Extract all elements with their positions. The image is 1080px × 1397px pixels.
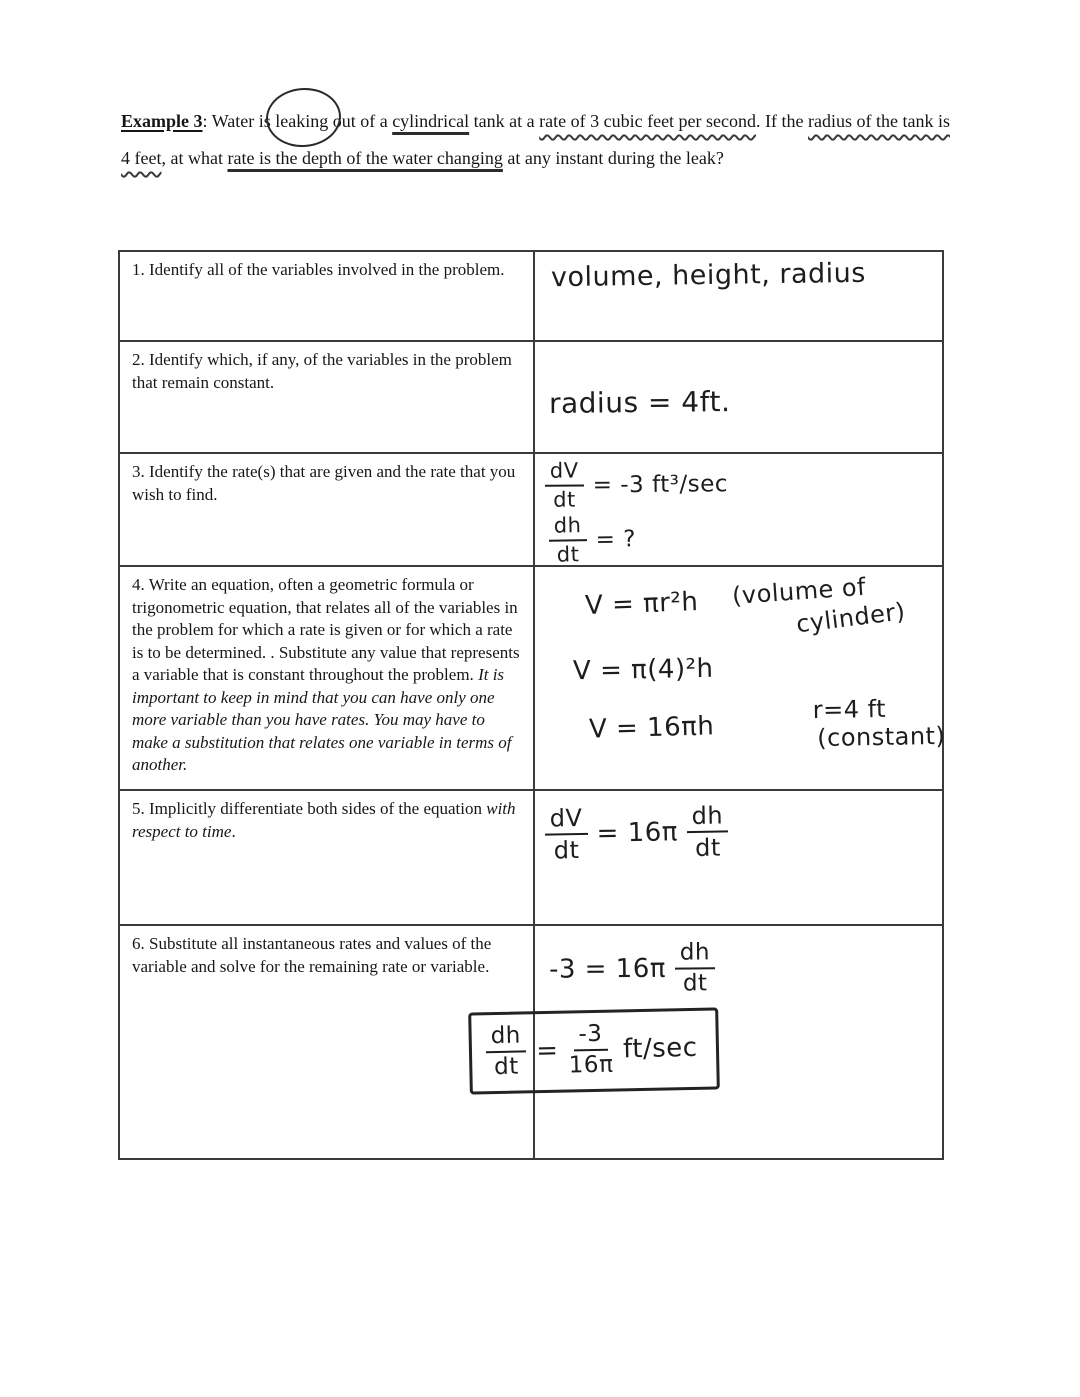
fraction-dh-dt: $\frac{dh}{dt}$ xyxy=(549,515,588,566)
problem-text: tank at a xyxy=(469,111,540,131)
handwritten-answer: radius = 4ft. xyxy=(548,385,731,420)
table-row xyxy=(120,252,942,340)
handwritten-equation xyxy=(545,459,728,511)
prompt-cell xyxy=(120,454,535,565)
fraction-neg3-16pi: $\frac{-3}{16\pi}$ xyxy=(568,1020,614,1079)
prompt-text: 5. Implicitly differentiate both sides of the equation xyxy=(132,799,487,818)
table-row xyxy=(120,452,942,565)
answer-cell xyxy=(535,454,942,565)
problem-statement xyxy=(121,103,957,177)
problem-text: out of a xyxy=(328,111,393,131)
prompt-text: 3. Identify the rate(s) that are given and the rate that you wish to find. xyxy=(132,462,516,504)
problem-text: , at what xyxy=(161,148,228,168)
note-text: cylinder) xyxy=(794,597,907,639)
prompt-text-suffix: . xyxy=(231,821,236,841)
circled-word-text: leaking xyxy=(275,111,329,131)
handwritten-note xyxy=(813,694,946,752)
answer-cell xyxy=(535,252,942,340)
table-row xyxy=(120,789,942,924)
handwritten-equation: V = π(4)²h xyxy=(572,653,714,687)
underlined-phrase: rate is the depth of the water changing xyxy=(227,148,503,168)
table-row xyxy=(120,565,946,789)
fraction-dh-dt: $\frac{dh}{dt}$ xyxy=(675,941,716,995)
circled-word xyxy=(275,103,328,140)
note-text: (constant) xyxy=(817,721,946,753)
handwritten-equation xyxy=(545,801,729,865)
problem-text: . If the xyxy=(756,111,809,131)
wavy-underlined-phrase: radius of the tank is 4 feet xyxy=(121,111,950,168)
problem-text: at any instant during the leak? xyxy=(502,148,724,168)
prompt-cell xyxy=(120,567,535,789)
final-answer-box xyxy=(468,1007,719,1094)
fraction-dv-dt: $\frac{dV}{dt}$ xyxy=(545,460,584,510)
prompt-text: 2. Identify which, if any, of the variables in the problem that remain constant. xyxy=(132,350,512,392)
prompt-text: 4. Write an equation, often a geometric formula or trigonometric equation, that relates all of the variables in the problem for which a rate is given or for which a rate is to be determined. . Substitute any value that represents a variable that is constant throughout the problem. xyxy=(132,575,520,684)
handwritten-equation xyxy=(549,514,637,566)
table-row xyxy=(120,924,942,1158)
answer-cell xyxy=(535,342,942,452)
steps-table xyxy=(118,250,944,1160)
note-text: r=4 ft xyxy=(812,694,887,725)
equation-text: = ? xyxy=(595,526,637,553)
equation-text: = xyxy=(535,1035,559,1067)
note-text: (volume of xyxy=(731,572,867,610)
example-label: Example 3 xyxy=(121,111,203,131)
answer-cell xyxy=(535,791,942,924)
problem-text: : Water is xyxy=(202,111,276,131)
prompt-text-italic: with respect to time xyxy=(132,799,516,841)
handwritten-answer: volume, height, radius xyxy=(550,257,867,294)
equation-unit: ft/sec xyxy=(622,1032,698,1065)
prompt-text: 6. Substitute all instantaneous rates and values of the variable and solve for the remaining rate or variable. xyxy=(132,934,492,976)
answer-cell xyxy=(535,567,946,789)
handwritten-equation: V = πr²h xyxy=(584,587,699,621)
equation-text: = -3 ft³/sec xyxy=(592,471,729,499)
equation-text: = 16π xyxy=(596,817,679,849)
fraction-dh-dt: $\frac{dh}{dt}$ xyxy=(485,1024,526,1079)
prompt-text-italic: It is important to keep in mind that you can have only one more variable than you have rates. You may have to make a substitution that relates one variable in terms of another. xyxy=(132,665,512,774)
fraction-dv-dt: $\frac{dV}{dt}$ xyxy=(545,806,589,863)
fraction-dh-dt: $\frac{dh}{dt}$ xyxy=(686,803,728,860)
underlined-word: cylindrical xyxy=(392,111,470,131)
wavy-underlined-phrase: rate of 3 cubic feet per second xyxy=(539,111,757,131)
handwritten-equation xyxy=(549,941,716,996)
prompt-cell xyxy=(120,791,535,924)
handwritten-equation: V = 16πh xyxy=(588,711,715,745)
answer-cell xyxy=(490,926,942,1158)
prompt-text: 1. Identify all of the variables involved in the problem. xyxy=(132,260,505,279)
table-row xyxy=(120,340,942,452)
prompt-cell xyxy=(120,342,535,452)
equation-text: -3 = 16π xyxy=(548,953,667,985)
prompt-cell xyxy=(120,252,535,340)
handwritten-note xyxy=(731,569,906,641)
